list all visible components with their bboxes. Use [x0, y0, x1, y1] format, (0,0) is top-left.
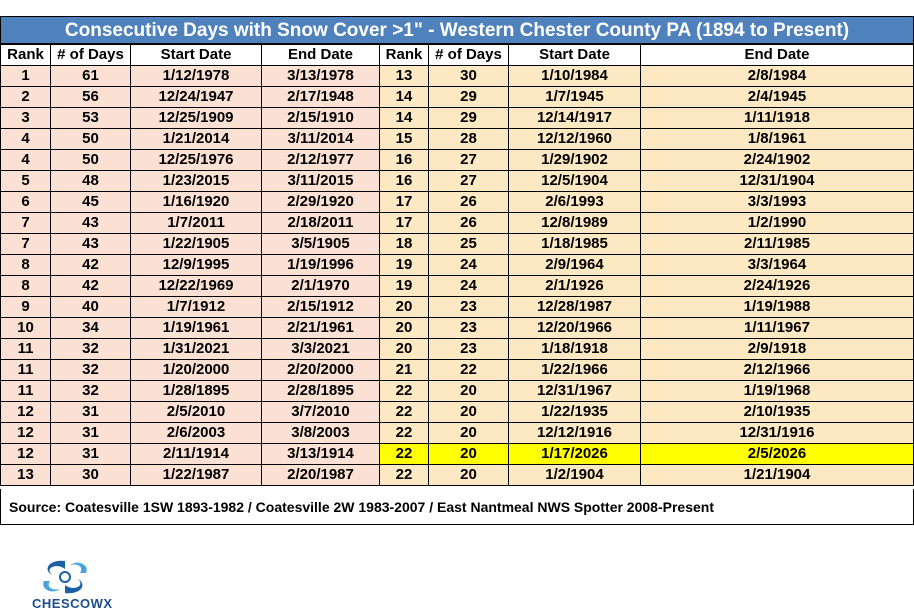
- table-row: [1, 402, 380, 423]
- start-date-cell: 1/18/1918: [509, 339, 641, 360]
- start-date-cell: 12/31/1967: [509, 381, 641, 402]
- days-cell: 43: [51, 234, 131, 255]
- start-date-cell: 12/8/1989: [509, 213, 641, 234]
- table-row: [380, 108, 914, 129]
- end-date-cell: 3/5/1905: [262, 234, 380, 255]
- start-date-cell: 2/9/1964: [509, 255, 641, 276]
- start-date-cell: 2/6/2003: [131, 423, 262, 444]
- table-row: [1, 192, 380, 213]
- table-row: [1, 129, 380, 150]
- days-cell: 27: [429, 171, 509, 192]
- end-date-cell: 2/1/1970: [262, 276, 380, 297]
- end-date-cell: 12/31/1904: [641, 171, 914, 192]
- start-date-cell: 12/12/1960: [509, 129, 641, 150]
- start-date-cell: 12/14/1917: [509, 108, 641, 129]
- end-date-cell: 1/11/1967: [641, 318, 914, 339]
- table-row: [380, 255, 914, 276]
- rank-cell: 22: [380, 423, 429, 444]
- start-date-cell: 1/17/2026: [509, 444, 641, 465]
- end-date-cell: 3/8/2003: [262, 423, 380, 444]
- table-row: [1, 465, 380, 486]
- table-row: [380, 66, 914, 87]
- end-date-cell: 2/28/1895: [262, 381, 380, 402]
- end-date-cell: 2/11/1985: [641, 234, 914, 255]
- end-date-cell: 3/3/1964: [641, 255, 914, 276]
- table-row: [1, 444, 380, 465]
- table-row: [1, 255, 380, 276]
- rank-cell: 8: [1, 276, 51, 297]
- end-date-cell: 2/15/1910: [262, 108, 380, 129]
- end-date-cell: 2/12/1966: [641, 360, 914, 381]
- table-row: [1, 66, 380, 87]
- rank-cell: 12: [1, 444, 51, 465]
- rank-cell: 5: [1, 171, 51, 192]
- end-date-cell: 1/8/1961: [641, 129, 914, 150]
- rank-cell: 15: [380, 129, 429, 150]
- table-row: [1, 150, 380, 171]
- start-date-cell: 1/10/1984: [509, 66, 641, 87]
- table-row: [1, 213, 380, 234]
- days-cell: 61: [51, 66, 131, 87]
- end-date-cell: 3/3/1993: [641, 192, 914, 213]
- start-date-cell: 12/20/1966: [509, 318, 641, 339]
- right-snow-table: [379, 44, 914, 486]
- days-cell: 23: [429, 297, 509, 318]
- days-cell: 56: [51, 87, 131, 108]
- table-row: [380, 423, 914, 444]
- start-date-cell: 2/5/2010: [131, 402, 262, 423]
- days-cell: 42: [51, 276, 131, 297]
- days-cell: 48: [51, 171, 131, 192]
- start-date-cell: 1/7/2011: [131, 213, 262, 234]
- days-cell: 53: [51, 108, 131, 129]
- end-date-cell: 3/11/2014: [262, 129, 380, 150]
- rank-cell: 11: [1, 360, 51, 381]
- end-date-cell: 1/19/1996: [262, 255, 380, 276]
- days-cell: 50: [51, 129, 131, 150]
- table-row: [380, 150, 914, 171]
- days-cell: 26: [429, 213, 509, 234]
- days-cell: 29: [429, 108, 509, 129]
- end-date-cell: 2/4/1945: [641, 87, 914, 108]
- end-date-cell: 2/17/1948: [262, 87, 380, 108]
- start-date-cell: 1/31/2021: [131, 339, 262, 360]
- days-cell: 20: [429, 402, 509, 423]
- header-rank: Rank: [1, 45, 51, 66]
- days-cell: 24: [429, 276, 509, 297]
- table-row: [1, 318, 380, 339]
- header-end-date: End Date: [641, 45, 914, 66]
- rank-cell: 7: [1, 213, 51, 234]
- end-date-cell: 2/5/2026: [641, 444, 914, 465]
- table-row: [380, 129, 914, 150]
- days-cell: 30: [51, 465, 131, 486]
- start-date-cell: 1/18/1985: [509, 234, 641, 255]
- start-date-cell: 12/9/1995: [131, 255, 262, 276]
- table-row: [1, 276, 380, 297]
- rank-cell: 18: [380, 234, 429, 255]
- end-date-cell: 2/15/1912: [262, 297, 380, 318]
- table-row: [380, 213, 914, 234]
- end-date-cell: 2/10/1935: [641, 402, 914, 423]
- start-date-cell: 1/2/1904: [509, 465, 641, 486]
- start-date-cell: 1/22/1935: [509, 402, 641, 423]
- rank-cell: 8: [1, 255, 51, 276]
- table-title: Consecutive Days with Snow Cover >1" - Western Chester County PA (1894 to Present): [0, 16, 914, 44]
- table-row: [380, 318, 914, 339]
- start-date-cell: 1/22/1905: [131, 234, 262, 255]
- rank-cell: 20: [380, 297, 429, 318]
- start-date-cell: 1/7/1912: [131, 297, 262, 318]
- days-cell: 42: [51, 255, 131, 276]
- days-cell: 20: [429, 465, 509, 486]
- rank-cell: 17: [380, 192, 429, 213]
- days-cell: 45: [51, 192, 131, 213]
- source-text: Source: Coatesville 1SW 1893-1982 / Coatesville 2W 1983-2007 / East Nantmeal NWS Spotter 2008-Present: [9, 499, 714, 515]
- days-cell: 23: [429, 318, 509, 339]
- table-row: [380, 360, 914, 381]
- swirl-logo-icon: [30, 555, 100, 599]
- end-date-cell: 3/13/1978: [262, 66, 380, 87]
- start-date-cell: 1/19/1961: [131, 318, 262, 339]
- rank-cell: 3: [1, 108, 51, 129]
- end-date-cell: 2/24/1926: [641, 276, 914, 297]
- end-date-cell: 2/24/1902: [641, 150, 914, 171]
- start-date-cell: 1/12/1978: [131, 66, 262, 87]
- start-date-cell: 1/20/2000: [131, 360, 262, 381]
- rank-cell: 13: [1, 465, 51, 486]
- rank-cell: 6: [1, 192, 51, 213]
- end-date-cell: 2/12/1977: [262, 150, 380, 171]
- days-cell: 31: [51, 423, 131, 444]
- end-date-cell: 2/20/1987: [262, 465, 380, 486]
- table-row: [380, 192, 914, 213]
- rank-cell: 22: [380, 402, 429, 423]
- start-date-cell: 2/6/1993: [509, 192, 641, 213]
- days-cell: 29: [429, 87, 509, 108]
- start-date-cell: 12/25/1909: [131, 108, 262, 129]
- days-cell: 43: [51, 213, 131, 234]
- rank-cell: 16: [380, 150, 429, 171]
- rank-cell: 10: [1, 318, 51, 339]
- header-rank: Rank: [380, 45, 429, 66]
- days-cell: 30: [429, 66, 509, 87]
- table-row: [380, 276, 914, 297]
- rank-cell: 7: [1, 234, 51, 255]
- header-end-date: End Date: [262, 45, 380, 66]
- rank-cell: 21: [380, 360, 429, 381]
- start-date-cell: 12/22/1969: [131, 276, 262, 297]
- table-row: [380, 234, 914, 255]
- days-cell: 24: [429, 255, 509, 276]
- days-cell: 31: [51, 402, 131, 423]
- left-snow-table: [0, 44, 380, 486]
- table-row: [380, 339, 914, 360]
- start-date-cell: 1/22/1987: [131, 465, 262, 486]
- table-row: [380, 297, 914, 318]
- rank-cell: 17: [380, 213, 429, 234]
- rank-cell: 11: [1, 339, 51, 360]
- end-date-cell: 12/31/1916: [641, 423, 914, 444]
- table-row: [380, 444, 914, 465]
- days-cell: 25: [429, 234, 509, 255]
- table-row: [1, 339, 380, 360]
- rank-cell: 20: [380, 339, 429, 360]
- end-date-cell: 1/19/1988: [641, 297, 914, 318]
- end-date-cell: 2/8/1984: [641, 66, 914, 87]
- rank-cell: 22: [380, 465, 429, 486]
- days-cell: 23: [429, 339, 509, 360]
- end-date-cell: 1/21/1904: [641, 465, 914, 486]
- rank-cell: 19: [380, 276, 429, 297]
- table-row: [380, 171, 914, 192]
- table-row: [1, 87, 380, 108]
- rank-cell: 14: [380, 108, 429, 129]
- days-cell: 20: [429, 423, 509, 444]
- source-note: [0, 489, 914, 525]
- start-date-cell: 2/1/1926: [509, 276, 641, 297]
- table-row: [1, 381, 380, 402]
- header-days: # of Days: [429, 45, 509, 66]
- days-cell: 50: [51, 150, 131, 171]
- table-row: [1, 171, 380, 192]
- table-row: [380, 381, 914, 402]
- start-date-cell: 1/21/2014: [131, 129, 262, 150]
- start-date-cell: 1/29/1902: [509, 150, 641, 171]
- days-cell: 27: [429, 150, 509, 171]
- table-row: [1, 360, 380, 381]
- start-date-cell: 12/24/1947: [131, 87, 262, 108]
- end-date-cell: 2/9/1918: [641, 339, 914, 360]
- days-cell: 32: [51, 339, 131, 360]
- rank-cell: 1: [1, 66, 51, 87]
- days-cell: 28: [429, 129, 509, 150]
- days-cell: 32: [51, 360, 131, 381]
- days-cell: 20: [429, 444, 509, 465]
- end-date-cell: 3/7/2010: [262, 402, 380, 423]
- end-date-cell: 1/19/1968: [641, 381, 914, 402]
- start-date-cell: 12/25/1976: [131, 150, 262, 171]
- header-start-date: Start Date: [509, 45, 641, 66]
- rank-cell: 19: [380, 255, 429, 276]
- table-row: [380, 402, 914, 423]
- end-date-cell: 3/3/2021: [262, 339, 380, 360]
- rank-cell: 20: [380, 318, 429, 339]
- start-date-cell: 1/16/1920: [131, 192, 262, 213]
- rank-cell: 11: [1, 381, 51, 402]
- header-days: # of Days: [51, 45, 131, 66]
- start-date-cell: 1/7/1945: [509, 87, 641, 108]
- rank-cell: 12: [1, 402, 51, 423]
- start-date-cell: 12/5/1904: [509, 171, 641, 192]
- days-cell: 22: [429, 360, 509, 381]
- rank-cell: 2: [1, 87, 51, 108]
- rank-cell: 14: [380, 87, 429, 108]
- end-date-cell: 1/2/1990: [641, 213, 914, 234]
- table-row: [1, 234, 380, 255]
- end-date-cell: 3/11/2015: [262, 171, 380, 192]
- start-date-cell: 2/11/1914: [131, 444, 262, 465]
- end-date-cell: 2/20/2000: [262, 360, 380, 381]
- rank-cell: 22: [380, 444, 429, 465]
- end-date-cell: 1/11/1918: [641, 108, 914, 129]
- start-date-cell: 1/23/2015: [131, 171, 262, 192]
- rank-cell: 16: [380, 171, 429, 192]
- rank-cell: 4: [1, 150, 51, 171]
- end-date-cell: 2/18/2011: [262, 213, 380, 234]
- days-cell: 26: [429, 192, 509, 213]
- table-row: [380, 87, 914, 108]
- header-start-date: Start Date: [131, 45, 262, 66]
- days-cell: 31: [51, 444, 131, 465]
- end-date-cell: 2/21/1961: [262, 318, 380, 339]
- table-row: [1, 108, 380, 129]
- start-date-cell: 1/28/1895: [131, 381, 262, 402]
- table-row: [380, 465, 914, 486]
- logo-text: CHESCOWX: [32, 596, 113, 611]
- days-cell: 20: [429, 381, 509, 402]
- start-date-cell: 12/28/1987: [509, 297, 641, 318]
- end-date-cell: 3/13/1914: [262, 444, 380, 465]
- days-cell: 34: [51, 318, 131, 339]
- days-cell: 40: [51, 297, 131, 318]
- start-date-cell: 1/22/1966: [509, 360, 641, 381]
- rank-cell: 4: [1, 129, 51, 150]
- rank-cell: 22: [380, 381, 429, 402]
- table-row: [1, 423, 380, 444]
- days-cell: 32: [51, 381, 131, 402]
- rank-cell: 12: [1, 423, 51, 444]
- start-date-cell: 12/12/1916: [509, 423, 641, 444]
- rank-cell: 9: [1, 297, 51, 318]
- end-date-cell: 2/29/1920: [262, 192, 380, 213]
- table-row: [1, 297, 380, 318]
- rank-cell: 13: [380, 66, 429, 87]
